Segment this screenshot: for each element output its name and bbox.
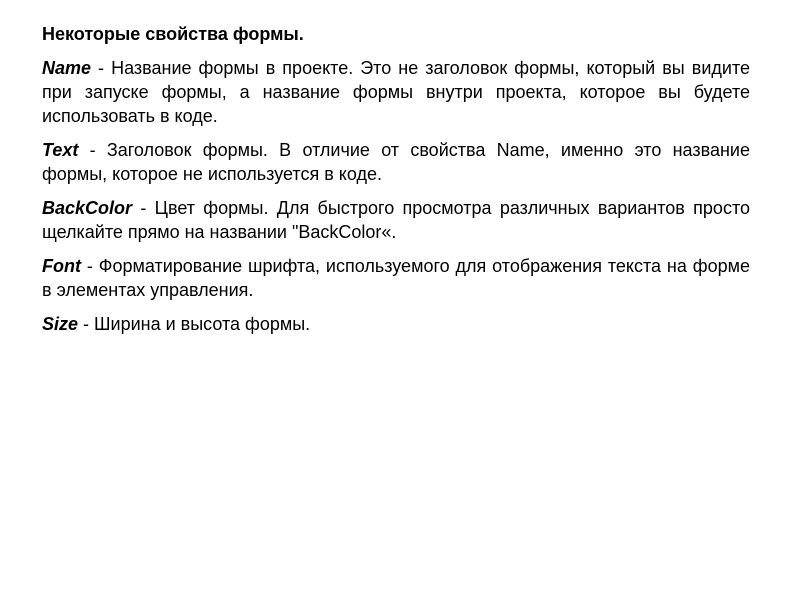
property-description: - Название формы в проекте. Это не заголовок формы, который вы видите при запуске формы, а название формы внутри проекта, которое вы будете использовать в коде. xyxy=(42,58,750,126)
slide-content xyxy=(42,22,750,346)
property-size xyxy=(42,312,750,336)
property-description: - Форматирование шрифта, используемого для отображения текста на форме в элементах управления. xyxy=(42,256,750,300)
property-text xyxy=(42,138,750,186)
property-term: BackColor xyxy=(42,198,133,218)
property-font xyxy=(42,254,750,302)
property-term: Font xyxy=(42,256,81,276)
property-description: - Заголовок формы. В отличие от свойства Name, именно это название формы, которое не используется в коде. xyxy=(42,140,750,184)
property-name xyxy=(42,56,750,128)
slide-heading: Некоторые свойства формы. xyxy=(42,24,304,44)
property-description: - Ширина и высота формы. xyxy=(78,314,311,334)
property-term: Text xyxy=(42,140,79,160)
property-description: - Цвет формы. Для быстрого просмотра различных вариантов просто щелкайте прямо на названии "BackColor«. xyxy=(42,198,750,242)
property-term: Size xyxy=(42,314,79,334)
property-term: Name xyxy=(42,58,92,78)
property-backcolor xyxy=(42,196,750,244)
